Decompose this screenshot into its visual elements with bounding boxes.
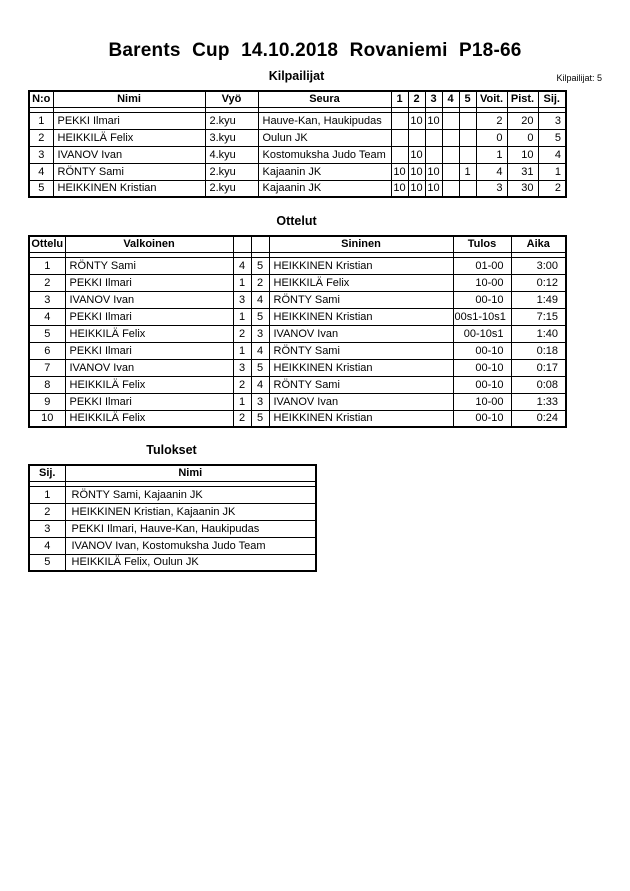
table-cell xyxy=(442,146,459,163)
table-cell: 2 xyxy=(251,274,269,291)
table-cell: 2 xyxy=(233,376,251,393)
competitors-table xyxy=(28,90,567,198)
table-cell: 4 xyxy=(29,163,53,180)
table-cell: 3 xyxy=(251,325,269,342)
table-cell: IVANOV Ivan xyxy=(269,325,453,342)
table-cell: 10 xyxy=(29,410,65,427)
column-header: Seura xyxy=(258,91,391,107)
table-cell: 5 xyxy=(29,325,65,342)
table-row xyxy=(29,486,316,503)
column-header: 4 xyxy=(442,91,459,107)
table-cell: HEIKKILÄ Felix, Oulun JK xyxy=(65,554,316,571)
table-cell: HEIKKINEN Kristian xyxy=(269,410,453,427)
table-cell: 0:18 xyxy=(511,342,566,359)
column-header: Pist. xyxy=(507,91,538,107)
table-cell: 1 xyxy=(233,342,251,359)
table-cell: PEKKI Ilmari xyxy=(65,342,233,359)
table-cell: IVANOV Ivan xyxy=(65,291,233,308)
table-cell: 01-00 xyxy=(453,257,511,274)
table-cell: 3 xyxy=(233,359,251,376)
table-cell: 3 xyxy=(29,291,65,308)
table-row xyxy=(29,393,566,410)
table-cell: 3:00 xyxy=(511,257,566,274)
table-row xyxy=(29,554,316,571)
table-cell xyxy=(459,129,476,146)
table-cell: 00-10s1 xyxy=(453,325,511,342)
table-cell: Oulun JK xyxy=(258,129,391,146)
table-cell: RÖNTY Sami xyxy=(269,376,453,393)
table-cell xyxy=(459,112,476,129)
table-cell: Kostomuksha Judo Team xyxy=(258,146,391,163)
table-row xyxy=(29,112,566,129)
table-cell: HEIKKILÄ Felix xyxy=(65,325,233,342)
table-cell: 31 xyxy=(507,163,538,180)
table-cell: 9 xyxy=(29,393,65,410)
results-table xyxy=(28,464,317,572)
table-cell: 1:40 xyxy=(511,325,566,342)
table-cell: 4 xyxy=(233,257,251,274)
competitors-count-label: Kilpailijat: 5 xyxy=(556,73,602,83)
table-cell: 10 xyxy=(408,146,425,163)
table-cell: Kajaanin JK xyxy=(258,180,391,197)
column-header xyxy=(233,236,251,252)
table-cell: RÖNTY Sami xyxy=(53,163,205,180)
column-header: Nimi xyxy=(65,465,316,481)
table-cell: 4 xyxy=(476,163,507,180)
table-cell: 1 xyxy=(476,146,507,163)
table-cell: 2 xyxy=(233,410,251,427)
table-row xyxy=(29,503,316,520)
table-row xyxy=(29,163,566,180)
table-cell: 10-00 xyxy=(453,393,511,410)
column-header: Vyö xyxy=(205,91,258,107)
table-cell: IVANOV Ivan xyxy=(53,146,205,163)
table-cell: 8 xyxy=(29,376,65,393)
table-cell xyxy=(391,146,408,163)
column-header xyxy=(251,236,269,252)
table-cell: 20 xyxy=(507,112,538,129)
table-cell: 0 xyxy=(476,129,507,146)
header-row xyxy=(29,465,316,481)
table-row xyxy=(29,520,316,537)
table-cell: HEIKKILÄ Felix xyxy=(269,274,453,291)
table-cell xyxy=(459,146,476,163)
table-cell: 1:33 xyxy=(511,393,566,410)
column-header: Nimi xyxy=(53,91,205,107)
table-cell xyxy=(459,180,476,197)
table-cell: HEIKKINEN Kristian xyxy=(269,359,453,376)
table-cell: 1 xyxy=(538,163,566,180)
table-cell: 10 xyxy=(391,163,408,180)
table-cell: 10-00 xyxy=(453,274,511,291)
table-cell: 4 xyxy=(251,376,269,393)
table-cell: 2 xyxy=(29,503,65,520)
table-cell: 4 xyxy=(251,291,269,308)
table-row xyxy=(29,376,566,393)
table-cell: 3 xyxy=(538,112,566,129)
table-cell: 4 xyxy=(29,308,65,325)
table-cell: RÖNTY Sami xyxy=(269,291,453,308)
table-cell: 5 xyxy=(29,180,53,197)
table-cell: HEIKKILÄ Felix xyxy=(53,129,205,146)
table-cell: 10 xyxy=(425,163,442,180)
table-cell xyxy=(442,180,459,197)
table-cell: 5 xyxy=(251,410,269,427)
table-row xyxy=(29,180,566,197)
table-cell: 00-10 xyxy=(453,359,511,376)
table-cell: 3.kyu xyxy=(205,129,258,146)
table-row xyxy=(29,537,316,554)
table-cell xyxy=(442,163,459,180)
table-cell: 0:17 xyxy=(511,359,566,376)
table-cell: PEKKI Ilmari xyxy=(65,308,233,325)
table-cell xyxy=(425,146,442,163)
table-cell: HEIKKILÄ Felix xyxy=(65,376,233,393)
table-cell xyxy=(442,129,459,146)
table-row xyxy=(29,410,566,427)
column-header: Valkoinen xyxy=(65,236,233,252)
table-row xyxy=(29,274,566,291)
table-cell: 1 xyxy=(29,112,53,129)
table-cell: 2.kyu xyxy=(205,112,258,129)
table-cell: IVANOV Ivan xyxy=(65,359,233,376)
table-cell: 00s1-10s1 xyxy=(453,308,511,325)
table-row xyxy=(29,291,566,308)
table-cell: 1 xyxy=(29,257,65,274)
table-cell: 2 xyxy=(29,274,65,291)
table-cell: 4.kyu xyxy=(205,146,258,163)
table-cell: HEIKKINEN Kristian xyxy=(53,180,205,197)
table-cell: 0 xyxy=(507,129,538,146)
table-cell: 1:49 xyxy=(511,291,566,308)
table-row xyxy=(29,342,566,359)
table-cell: 7 xyxy=(29,359,65,376)
column-header: Voit. xyxy=(476,91,507,107)
table-cell: 2 xyxy=(233,325,251,342)
table-cell: HEIKKINEN Kristian, Kajaanin JK xyxy=(65,503,316,520)
table-cell: 3 xyxy=(251,393,269,410)
table-row xyxy=(29,257,566,274)
column-header: 3 xyxy=(425,91,442,107)
table-cell: 1 xyxy=(459,163,476,180)
column-header: Sij. xyxy=(29,465,65,481)
table-cell: 5 xyxy=(538,129,566,146)
column-header: Sij. xyxy=(538,91,566,107)
table-cell: 2 xyxy=(29,129,53,146)
table-cell: 10 xyxy=(507,146,538,163)
table-cell: 0:12 xyxy=(511,274,566,291)
table-cell: PEKKI Ilmari xyxy=(65,393,233,410)
column-header: Ottelu xyxy=(29,236,65,252)
table-cell: IVANOV Ivan, Kostomuksha Judo Team xyxy=(65,537,316,554)
table-cell: 10 xyxy=(408,180,425,197)
table-cell: 2.kyu xyxy=(205,180,258,197)
table-cell: 10 xyxy=(425,180,442,197)
table-cell: 4 xyxy=(29,537,65,554)
table-cell: 30 xyxy=(507,180,538,197)
table-cell: PEKKI Ilmari xyxy=(53,112,205,129)
table-cell: 7:15 xyxy=(511,308,566,325)
header-row xyxy=(29,91,566,107)
table-cell: 10 xyxy=(408,163,425,180)
table-cell: 10 xyxy=(425,112,442,129)
table-row xyxy=(29,146,566,163)
column-header: 5 xyxy=(459,91,476,107)
table-row xyxy=(29,129,566,146)
table-cell: 00-10 xyxy=(453,376,511,393)
table-cell: 1 xyxy=(233,393,251,410)
table-cell: 4 xyxy=(251,342,269,359)
table-cell: Kajaanin JK xyxy=(258,163,391,180)
table-cell: 10 xyxy=(408,112,425,129)
table-cell: 1 xyxy=(233,308,251,325)
table-cell xyxy=(391,112,408,129)
table-cell: 5 xyxy=(251,257,269,274)
table-row xyxy=(29,325,566,342)
table-cell: HEIKKILÄ Felix xyxy=(65,410,233,427)
table-cell: RÖNTY Sami xyxy=(65,257,233,274)
table-cell: 1 xyxy=(233,274,251,291)
table-cell xyxy=(425,129,442,146)
table-cell: RÖNTY Sami xyxy=(269,342,453,359)
results-section-heading: Tulokset xyxy=(146,443,197,457)
table-cell: HEIKKINEN Kristian xyxy=(269,308,453,325)
table-cell: RÖNTY Sami, Kajaanin JK xyxy=(65,486,316,503)
table-cell: 0:08 xyxy=(511,376,566,393)
table-cell xyxy=(442,112,459,129)
table-cell: PEKKI Ilmari xyxy=(65,274,233,291)
table-cell: 00-10 xyxy=(453,342,511,359)
table-cell: 2 xyxy=(538,180,566,197)
table-cell: IVANOV Ivan xyxy=(269,393,453,410)
table-cell: 1 xyxy=(29,486,65,503)
table-cell: 3 xyxy=(233,291,251,308)
table-cell: Hauve-Kan, Haukipudas xyxy=(258,112,391,129)
table-cell xyxy=(391,129,408,146)
column-header: Sininen xyxy=(269,236,453,252)
table-cell: 0:24 xyxy=(511,410,566,427)
table-cell xyxy=(408,129,425,146)
table-cell: 4 xyxy=(538,146,566,163)
column-header: Tulos xyxy=(453,236,511,252)
table-cell: 2 xyxy=(476,112,507,129)
column-header: N:o xyxy=(29,91,53,107)
table-cell: 5 xyxy=(251,359,269,376)
table-cell: 6 xyxy=(29,342,65,359)
column-header: Aika xyxy=(511,236,566,252)
table-cell: PEKKI Ilmari, Hauve-Kan, Haukipudas xyxy=(65,520,316,537)
competitors-section-heading: Kilpailijat xyxy=(268,69,325,83)
table-cell: 10 xyxy=(391,180,408,197)
table-cell: 3 xyxy=(29,146,53,163)
table-cell: 5 xyxy=(29,554,65,571)
matches-table xyxy=(28,235,567,428)
column-header: 1 xyxy=(391,91,408,107)
table-cell: 00-10 xyxy=(453,291,511,308)
table-cell: 00-10 xyxy=(453,410,511,427)
table-cell: 2.kyu xyxy=(205,163,258,180)
table-cell: 5 xyxy=(251,308,269,325)
column-header: 2 xyxy=(408,91,425,107)
table-row xyxy=(29,308,566,325)
header-row xyxy=(29,236,566,252)
table-row xyxy=(29,359,566,376)
table-cell: 3 xyxy=(29,520,65,537)
table-cell: HEIKKINEN Kristian xyxy=(269,257,453,274)
table-cell: 3 xyxy=(476,180,507,197)
page-title: Barents Cup 14.10.2018 Rovaniemi P18-66 xyxy=(108,40,522,61)
matches-section-heading: Ottelut xyxy=(276,214,317,228)
